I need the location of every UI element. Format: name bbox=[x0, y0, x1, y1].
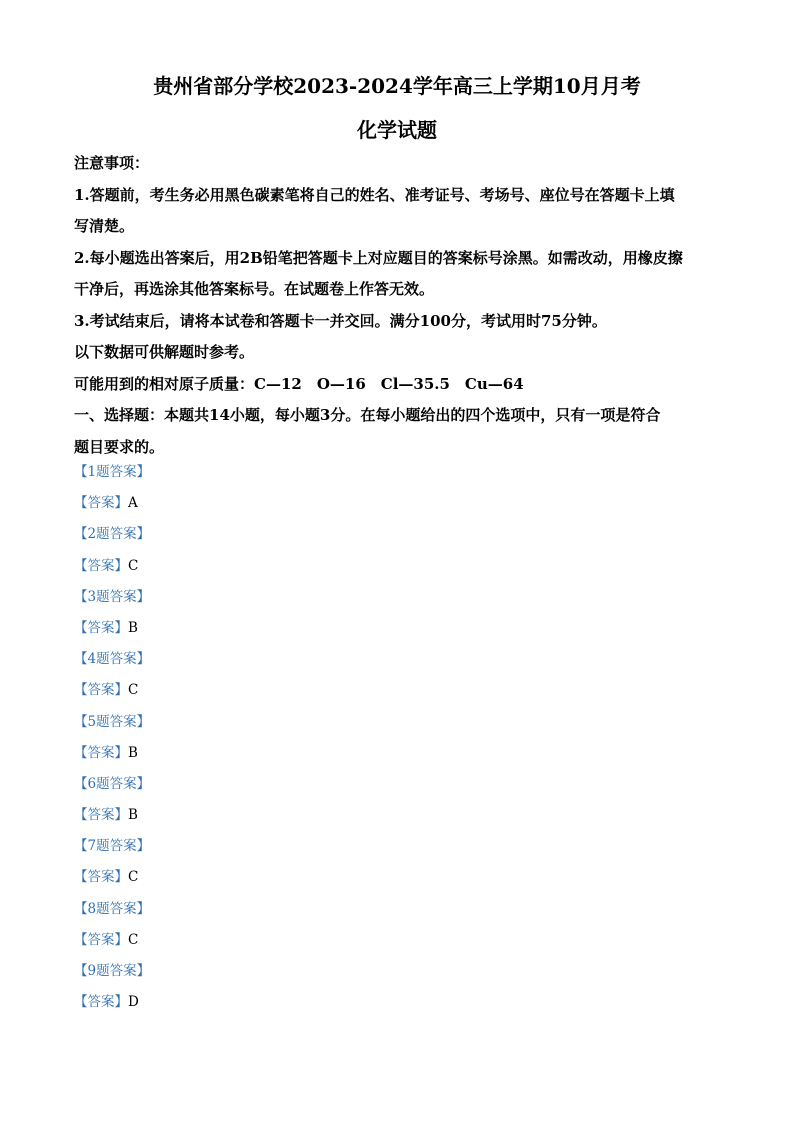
answer-row bbox=[74, 987, 724, 1018]
instructions-block bbox=[74, 148, 724, 463]
question-header: 【1题答案】 bbox=[74, 464, 151, 480]
answer-value: D bbox=[128, 994, 139, 1011]
reference-data-line: 以下数据可供解题时参考。 bbox=[74, 343, 255, 361]
answer-row bbox=[74, 675, 724, 706]
note-item-3: 3.考试结束后，请将本试卷和答题卡一并交回。满分100分，考试用时75分钟。 bbox=[74, 311, 607, 330]
answer-value: C bbox=[128, 869, 139, 886]
question-header: 【9题答案】 bbox=[74, 963, 151, 979]
question-header: 【5题答案】 bbox=[74, 713, 151, 730]
answer-value: B bbox=[128, 619, 138, 636]
notes-heading: 注意事项： bbox=[74, 154, 150, 172]
answer-label: 【答案】 bbox=[74, 557, 128, 574]
question-header: 【6题答案】 bbox=[74, 775, 151, 792]
answer-label: 【答案】 bbox=[74, 744, 128, 761]
answer-value: A bbox=[128, 495, 138, 512]
answer-value: C bbox=[128, 557, 139, 574]
question-header: 【3题答案】 bbox=[74, 588, 151, 605]
answer-row bbox=[74, 613, 724, 644]
answer-row bbox=[74, 738, 724, 769]
question-header: 【8题答案】 bbox=[74, 900, 151, 917]
note-item-2-line-1: 2.每小题选出答案后，用2B铅笔把答题卡上对应题目的答案标号涂黑。如需改动，用橡皮擦 bbox=[74, 248, 683, 267]
answer-label: 【答案】 bbox=[74, 495, 128, 512]
note-item-1-line-1: 1.答题前，考生务必用黑色碳素笔将自己的姓名、准考证号、考场号、座位号在答题卡上填 bbox=[74, 185, 675, 204]
answer-value: C bbox=[128, 682, 139, 699]
answer-row bbox=[74, 925, 724, 956]
answer-row bbox=[74, 862, 724, 893]
document-subtitle: 化学试题 bbox=[357, 118, 437, 142]
answer-list bbox=[74, 457, 724, 1018]
answer-label: 【答案】 bbox=[74, 619, 128, 636]
question-header: 【4题答案】 bbox=[74, 651, 151, 668]
answer-label: 【答案】 bbox=[74, 994, 128, 1011]
answer-label: 【答案】 bbox=[74, 869, 128, 886]
answer-row bbox=[74, 551, 724, 582]
question-header: 【7题答案】 bbox=[74, 838, 151, 855]
answer-value: C bbox=[128, 931, 139, 948]
answer-value: B bbox=[128, 744, 138, 761]
section-heading-line-1: 一、选择题：本题共14小题，每小题3分。在每小题给出的四个选项中，只有一项是符合 bbox=[74, 406, 661, 424]
answer-label: 【答案】 bbox=[74, 931, 128, 948]
document-title: 贵州省部分学校2023-2024学年高三上学期10月月考 bbox=[153, 74, 641, 98]
atomic-mass-line: 可能用到的相对原子质量：C—12 O—16 Cl—35.5 Cu—64 bbox=[74, 374, 524, 393]
answer-label: 【答案】 bbox=[74, 807, 128, 824]
answer-value: B bbox=[128, 807, 138, 824]
section-heading-line-2: 题目要求的。 bbox=[74, 437, 165, 456]
question-header: 【2题答案】 bbox=[74, 526, 151, 543]
note-item-1-line-2: 写清楚。 bbox=[74, 217, 135, 235]
answer-row bbox=[74, 488, 724, 519]
answer-label: 【答案】 bbox=[74, 682, 128, 699]
answer-row bbox=[74, 800, 724, 831]
note-item-2-line-2: 干净后，再选涂其他答案标号。在试题卷上作答无效。 bbox=[74, 280, 435, 298]
